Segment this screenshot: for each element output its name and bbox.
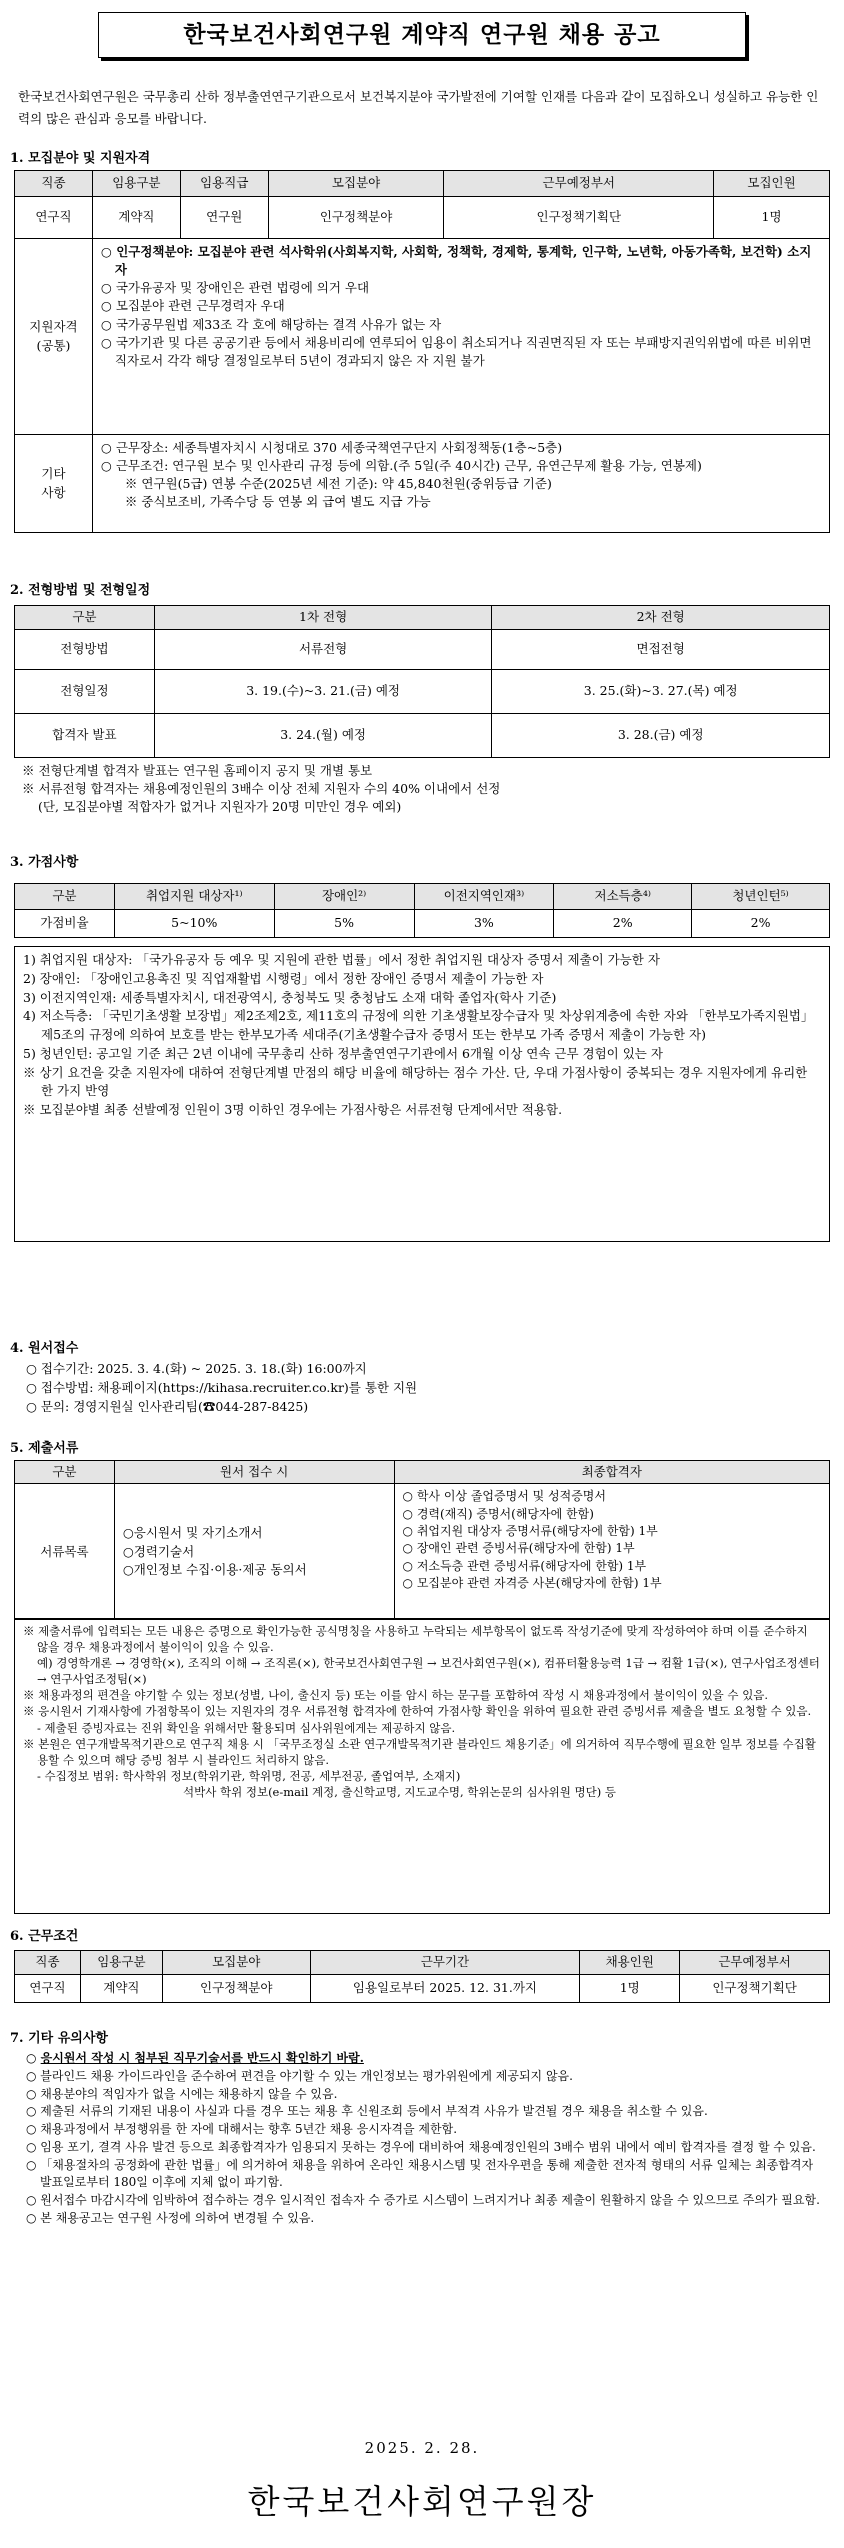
notice-date: 2025. 2. 28.: [364, 2439, 480, 2457]
table-cell: 인구정책기획단: [680, 1975, 830, 2003]
etc-sub: ※ 중식보조비, 가족수당 등 연봉 외 급여 별도 지급 가능: [124, 494, 431, 510]
col-header: 근무기간: [310, 1951, 580, 1975]
notice-item: 제출된 서류의 기재된 내용이 사실과 다를 경우 또는 채용 후 신원조회 등에서 부적격 사유가 발견될 경우 채용을 취소할 수 있음.: [40, 2104, 708, 2119]
qualification-item: 모집분야 관련 근무경력자 우대: [115, 298, 285, 314]
qualification-item: 국가유공자 및 장애인은 관련 법령에 의거 우대: [115, 280, 370, 296]
signature: 한국보건사회연구원장: [247, 2482, 597, 2521]
documents-note: - 수집정보 범위: 학사학위 정보(학위기관, 학위명, 전공, 세부전공, 졸업여부, 소재지): [37, 1768, 461, 1783]
documents-note: 석박사 학위 정보(e-mail 계정, 출신학교명, 지도교수명, 학위논문의 심사위원 명단) 등: [183, 1784, 617, 1799]
col-header: 모집분야: [268, 171, 444, 197]
table-cell: 연구직: [15, 1975, 81, 2003]
col-header: 근무예정부서: [680, 1951, 830, 1975]
schedule-note: ※ 서류전형 합격자는 채용예정인원의 3배수 이상 전체 지원자 수의 40% 이내에서 선정: [22, 781, 501, 797]
table-cell: 5~10%: [114, 910, 274, 938]
col-header: 근무예정부서: [444, 171, 714, 197]
table-cell: 2%: [692, 910, 830, 938]
section-2-heading: 2. 전형방법 및 전형일정: [10, 583, 151, 598]
col-header: 채용인원: [580, 1951, 680, 1975]
table-cell: 3. 28.(금) 예정: [492, 714, 830, 758]
etc-sub: ※ 연구원(5급) 연봉 수준(2025년 세전 기준): 약 45,840천원(중위등급 기준): [124, 476, 552, 492]
col-header: 직종: [15, 1951, 81, 1975]
qualification-label: 지원자격 (공통): [15, 239, 93, 435]
notice-item: 채용과정에서 부정행위를 한 자에 대해서는 향후 5년간 채용 응시자격을 제한함.: [40, 2122, 458, 2136]
qualification-item: 국가공무원법 제33조 각 호에 해당하는 결격 사유가 없는 자: [115, 316, 442, 332]
table-cell: 1명: [580, 1975, 680, 2003]
documents-table: 구분 원서 접수 시 최종합격자 서류목록 ○응시원서 및 자기소개서 ○경력기술서 ○개인정보 수집·이용·제공 동의서 ○ 학사 이상 졸업증명서 및 성적증명서 ○ 경력(재직) 증명서(해당자에 한함) ○ 취업지원 대상자 증명서류(해당자에 한함) 1부 ○ 장애인 관련 증빙서류(해당자에 한함) 1부 ○ 저소득층 관련 증빙서류(해당자에 한함) 1부 ○ 모집분야 관련 자격증 사본(해당자에 한함) 1부: [14, 1460, 830, 1620]
documents-note: ※ 본원은 연구개발목적기관으로 연구직 채용 시 「국무조정실 소관 연구개발목적기관 블라인드 채용기준」에 의거하여 직무수행에 필요한 일부 정보를 수집활용할 수 있으며 해당 증빙 첨부 시 블라인드 처리하지 않음.: [23, 1736, 816, 1767]
application-item: 문의: 경영지원실 인사관리팀(☎044-287-8425): [40, 1398, 309, 1414]
etc-label: 기타 사항: [15, 435, 93, 533]
notice-item: 채용분야의 적임자가 없을 시에는 채용하지 않을 수 있음.: [40, 2086, 338, 2101]
notice-item: 임용 포기, 결격 사유 발견 등으로 최종합격자가 임용되지 못하는 경우에 대비하여 채용예정인원의 3배수 범위 내에서 예비 합격자를 결정 할 수 있음.: [40, 2139, 816, 2154]
col-header: 원서 접수 시: [114, 1461, 394, 1484]
table-cell: 3%: [414, 910, 554, 938]
section-7-heading: 7. 기타 유의사항: [10, 2031, 108, 2046]
col-header: 1차 전형: [154, 606, 492, 630]
qualification-item: 국가기관 및 다른 공공기관 등에서 채용비리에 연루되어 임용이 취소되거나 직권면직된 자 또는 부패방지권익위법에 따른 비위면직자로서 각각 해당 결정일로부터 5년이 경과되지 않은 자 지원 불가: [114, 334, 812, 368]
final-doc: 저소득층 관련 증빙서류(해당자에 한함) 1부: [416, 1558, 647, 1573]
documents-notes-box: [14, 1618, 830, 1914]
col-header: 임용직급: [180, 171, 268, 197]
col-header: 저소득층⁴⁾: [554, 884, 692, 910]
table-cell: 계약직: [80, 1975, 162, 2003]
apply-doc: 응시원서 및 자기소개서: [133, 1525, 263, 1541]
col-header: 청년인턴⁵⁾: [692, 884, 830, 910]
col-header: 구분: [15, 884, 115, 910]
col-header: 취업지원 대상자¹⁾: [114, 884, 274, 910]
page-title: 한국보건사회연구원 계약직 연구원 채용 공고: [98, 12, 746, 58]
documents-label: 서류목록: [15, 1484, 115, 1620]
table-cell: 전형방법: [15, 630, 155, 670]
col-header: 2차 전형: [492, 606, 830, 630]
table-cell: 합격자 발표: [15, 714, 155, 758]
notice-item: 응시원서 작성 시 첨부된 직무기술서를 반드시 확인하기 바람.: [40, 2051, 364, 2065]
table-cell: 연구직: [15, 197, 93, 239]
bonus-note: ※ 상기 요건을 갖춘 지원자에 대하여 전형단계별 만점의 해당 비율에 해당하는 점수 가산. 단, 우대 가점사항이 중복되는 경우 지원자에게 유리한 한 가지 반영: [23, 1064, 808, 1099]
final-doc: 경력(재직) 증명서(해당자에 한함): [416, 1506, 594, 1521]
table-cell: 1명: [714, 197, 830, 239]
col-header: 이전지역인재³⁾: [414, 884, 554, 910]
col-header: 구분: [15, 1461, 115, 1484]
bonus-notes-box: [14, 946, 830, 1242]
documents-note: - 제출된 증빙자료는 진위 확인을 위해서만 활용되며 심사위원에게는 제공하지 않음.: [37, 1720, 456, 1735]
apply-doc: 경력기술서: [133, 1543, 195, 1559]
table-cell: 면접전형: [492, 630, 830, 670]
bonus-note: 5) 청년인턴: 공고일 기준 최근 2년 이내에 국무총리 산하 정부출연연구기관에서 6개월 이상 연속 근무 경험이 있는 자: [23, 1045, 663, 1061]
table-cell: 2%: [554, 910, 692, 938]
col-header: 구분: [15, 606, 155, 630]
notice-item: 「채용절차의 공정화에 관한 법률」에 의거하여 채용을 위하여 온라인 채용시스템 및 전자우편을 통해 제출한 전자적 형태의 서류 일체는 최종합격자 발표일로부터 180일 이후에 지체 없이 파기함.: [40, 2157, 814, 2190]
final-doc: 취업지원 대상자 증명서류(해당자에 한함) 1부: [416, 1523, 658, 1538]
col-header: 직종: [15, 171, 93, 197]
documents-note: ※ 채용과정의 편견을 야기할 수 있는 정보(성별, 나이, 출신지 등) 또는 이를 암시 하는 문구를 포함하여 작성 시 채용과정에서 불이익이 있을 수 있음.: [23, 1688, 769, 1703]
etc-item: 근무조건: 연구원 보수 및 인사관리 규정 등에 의함.(주 5일(주 40시간) 근무, 유연근무제 활용 가능, 연봉제): [115, 458, 702, 474]
table-cell: 인구정책기획단: [444, 197, 714, 239]
table-cell: 전형일정: [15, 670, 155, 714]
section-3-heading: 3. 가점사항: [10, 855, 79, 870]
schedule-note: ※ 전형단계별 합격자 발표는 연구원 홈페이지 공지 및 개별 통보: [22, 763, 373, 778]
table-cell: 연구원: [180, 197, 268, 239]
bonus-note: 1) 취업지원 대상자: 「국가유공자 등 예우 및 지원에 관한 법률」에서 정한 취업지원 대상자 증명서 제출이 가능한 자: [23, 952, 660, 967]
table-cell: 인구정책분야: [268, 197, 444, 239]
intro-text: 한국보건사회연구원은 국무총리 산하 정부출연연구기관으로서 보건복지분야 국가발전에 기여할 인재를 다음과 같이 모집하오니 성실하고 유능한 인력의 많은 관심과 응모를 바랍니다.: [18, 89, 819, 126]
table-cell: 3. 19.(수)~3. 21.(금) 예정: [154, 670, 492, 714]
col-header: 임용구분: [92, 171, 180, 197]
col-header: 모집분야: [162, 1951, 310, 1975]
conditions-table: [14, 1950, 830, 2003]
recruit-table: 직종 임용구분 임용직급 모집분야 근무예정부서 모집인원 연구직 계약직 연구원 인구정책분야 인구정책기획단 1명 지원자격 (공통) ○ 인구정책분야: 모집분야 관련 석사학위(사회복지학, 사회학, 정책학, 경제학, 통계학, 인구학, 노년학, 아동가족학, 보건학) 소지자 ○ 국가유공자 및 장애인은 관련 법령에 의거 우대 ○ 모집분야 관련 근무경력자 우대 ○ 국가공무원법 제33조 각 호에 해당하는 결격 사유가 없는 자 ○ 국가기관 및 다른 공공기관 등에서 채용비리에 연루되어 임용이 취소되거나 직권면직된 자 또는 부패방지권익위법에 따른 비위면직자로서 각각 해당 결정일로부터 5년이 경과되지 않은 자 지원 불가 기타 사항 ○ 근무장소: 세종특별자치시 시청대로 370 세종국책연구단지 사회정책동(1층~5층) ○ 근무조건: 연구원 보수 및 인사관리 규정 등에 의함.(주 5일(주 40시간) 근무, 유연근무제 활용 가능, 연봉제) ※ 연구원(5급) 연봉 수준(2025년 세전 기준): 약 45,840천원(중위등급 기준) ※ 중식보조비, 가족수당 등 연봉 외 급여 별도 지급 가능: [14, 170, 830, 533]
final-doc: 모집분야 관련 자격증 사본(해당자에 한함) 1부: [416, 1576, 662, 1591]
table-cell: 인구정책분야: [162, 1975, 310, 2003]
apply-doc: 개인정보 수집·이용·제공 동의서: [133, 1561, 307, 1577]
bonus-table: [14, 883, 830, 938]
table-cell: 서류전형: [154, 630, 492, 670]
notice-item: 블라인드 채용 가이드라인을 준수하여 편견을 야기할 수 있는 개인정보는 평가위원에게 제공되지 않음.: [40, 2068, 573, 2083]
section-4-heading: 4. 원서접수: [10, 1341, 79, 1356]
table-cell: 계약직: [92, 197, 180, 239]
etc-item: 근무장소: 세종특별자치시 시청대로 370 세종국책연구단지 사회정책동(1층~5층): [115, 440, 563, 455]
col-header: 최종합격자: [394, 1461, 829, 1484]
qualification-main: 인구정책분야: 모집분야 관련 석사학위(사회복지학, 사회학, 정책학, 경제학, 통계학, 인구학, 노년학, 아동가족학, 보건학) 소지자: [114, 244, 812, 278]
notice-item: 원서접수 마감시각에 임박하여 접수하는 경우 일시적인 접속자 수 증가로 시스템이 느려지거나 최종 제출이 원활하지 않을 수 있으므로 주의가 필요함.: [40, 2193, 820, 2207]
table-cell: 가점비율: [15, 910, 115, 938]
documents-note: ※ 제출서류에 입력되는 모든 내용은 증명으로 확인가능한 공식명칭을 사용하고 누락되는 세부항목이 없도록 작성기준에 맞게 작성하여야 하며 이를 준수하지 않을 경우 채용과정에서 불이익이 있을 수 있음.: [23, 1624, 808, 1655]
documents-note: 예) 경영학개론 → 경영학(×), 조직의 이해 → 조직론(×), 한국보건사회연구원 → 보건사회연구원(×), 컴퓨터활용능력 1급 → 컴활 1급(×), 연구사업조정센터 → 연구사업조정팀(×): [37, 1656, 820, 1687]
schedule-note: (단, 모집분야별 적합자가 없거나 지원자가 20명 미만인 경우 예외): [38, 799, 402, 815]
bonus-note: 3) 이전지역인재: 세종특별자치시, 대전광역시, 충청북도 및 충청남도 소재 대학 졸업자(학사 기준): [23, 989, 557, 1005]
documents-note: ※ 응시원서 기재사항에 가점항목이 있는 지원자의 경우 서류전형 합격자에 한하여 가점사항 확인을 위하여 필요한 관련 증빙서류 제출을 별도 요청할 수 있음.: [23, 1704, 812, 1719]
table-cell: 임용일로부터 2025. 12. 31.까지: [310, 1975, 580, 2003]
final-doc: 학사 이상 졸업증명서 및 성적증명서: [416, 1489, 606, 1504]
col-header: 모집인원: [714, 171, 830, 197]
section-5-heading: 5. 제출서류: [10, 1441, 79, 1456]
table-cell: 3. 25.(화)~3. 27.(목) 예정: [492, 670, 830, 714]
bonus-note: 2) 장애인: 「장애인고용촉진 및 직업재활법 시행령」에서 정한 장애인 증명서 제출이 가능한 자: [23, 970, 544, 986]
table-cell: 5%: [274, 910, 414, 938]
bonus-note: 4) 저소득층: 「국민기초생활 보장법」제2조제2호, 제11호의 규정에 의한 기초생활보장수급자 및 차상위계층에 속한 자와 「한부모가족지원법」제5조의 규정에 의하여 보호를 받는 한부모가족 세대주(기초생활수급자 증명서 또는 한부모 가족 증명서 제출이 가능한 자): [23, 1008, 814, 1042]
final-doc: 장애인 관련 증빙서류(해당자에 한함) 1부: [416, 1541, 635, 1556]
bonus-note: ※ 모집분야별 최종 선발예정 인원이 3명 이하인 경우에는 가점사항은 서류전형 단계에서만 적용함.: [23, 1102, 563, 1117]
table-cell: 3. 24.(월) 예정: [154, 714, 492, 758]
col-header: 임용구분: [80, 1951, 162, 1975]
section-6-heading: 6. 근무조건: [10, 1929, 79, 1944]
application-item: 접수기간: 2025. 3. 4.(화) ~ 2025. 3. 18.(화) 16:00까지: [40, 1361, 367, 1376]
application-item: 접수방법: 채용페이지(https://kihasa.recruiter.co.kr)를 통한 지원: [40, 1379, 418, 1395]
notice-item: 본 채용공고는 연구원 사정에 의하여 변경될 수 있음.: [40, 2210, 315, 2225]
section-1-heading: 1. 모집분야 및 지원자격: [10, 151, 151, 166]
col-header: 장애인²⁾: [274, 884, 414, 910]
schedule-table: [14, 605, 830, 758]
